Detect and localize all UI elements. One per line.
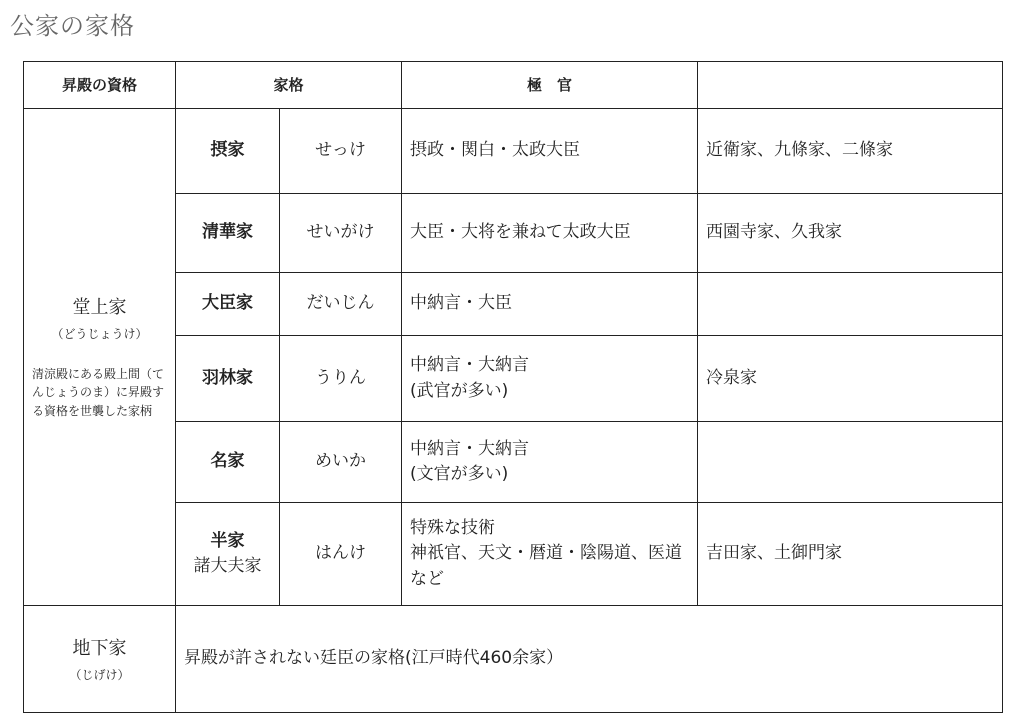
page-title: 公家の家格 bbox=[10, 12, 135, 40]
kakaku-name-cell bbox=[176, 194, 280, 273]
kakaku-table bbox=[23, 61, 1003, 713]
examples-cell bbox=[698, 273, 1003, 336]
kyokukan-line: (武官が多い) bbox=[410, 380, 509, 401]
kakaku-name: 羽林家 bbox=[202, 367, 253, 388]
header-row bbox=[24, 62, 1003, 109]
kakaku-name-cell bbox=[176, 109, 280, 194]
kyokukan-line: 中納言・大臣 bbox=[410, 293, 513, 314]
header-qualification: 昇殿の資格 bbox=[24, 62, 176, 109]
header-examples bbox=[698, 62, 1003, 109]
kakaku-reading: めいか bbox=[280, 422, 402, 503]
table-row bbox=[24, 109, 1003, 194]
kyokukan-cell bbox=[402, 273, 698, 336]
kyokukan-cell bbox=[402, 336, 698, 422]
dojo-cell bbox=[24, 109, 176, 606]
kyokukan-line: 中納言・大納言 bbox=[410, 355, 530, 375]
kakaku-name: 摂家 bbox=[210, 140, 245, 161]
jige-reading: （じげけ） bbox=[69, 667, 130, 682]
kakaku-name-cell bbox=[176, 336, 280, 422]
kyokukan-line: 中納言・大納言 bbox=[410, 438, 530, 459]
kyokukan-cell bbox=[402, 194, 698, 273]
kyokukan-line: 摂政・関白・太政大臣 bbox=[410, 140, 581, 161]
kakaku-name: 半家 bbox=[210, 530, 245, 551]
kyokukan-line: 大臣・大将を兼ねて太政大臣 bbox=[410, 222, 631, 243]
jige-row bbox=[24, 606, 1003, 713]
jige-cell bbox=[24, 606, 176, 713]
header-kakaku: 家格 bbox=[176, 62, 402, 109]
examples-cell bbox=[698, 422, 1003, 503]
kakaku-name-cell bbox=[176, 273, 280, 336]
dojo-name: 堂上家 bbox=[72, 296, 127, 318]
kyokukan-line: 神祇官、天文・暦道・陰陽道、医道 bbox=[410, 543, 683, 564]
header-kyokukan: 極 官 bbox=[402, 62, 698, 109]
kakaku-name-sub: 諸大夫家 bbox=[193, 556, 262, 576]
dojo-note: 清涼殿にある殿上間（てんじょうのま）に昇殿する資格を世襲した家柄 bbox=[32, 366, 165, 418]
kyokukan-line: 特殊な技術 bbox=[410, 517, 496, 538]
kyokukan-line: など bbox=[410, 568, 445, 589]
kyokukan-line: (文官が多い) bbox=[410, 464, 509, 484]
kakaku-reading: だいじん bbox=[280, 273, 402, 336]
kakaku-name: 清華家 bbox=[202, 222, 253, 243]
kakaku-name: 大臣家 bbox=[202, 293, 253, 314]
kakaku-name-cell bbox=[176, 422, 280, 503]
kakaku-reading: うりん bbox=[280, 336, 402, 422]
kyokukan-cell bbox=[402, 422, 698, 503]
kyokukan-cell bbox=[402, 109, 698, 194]
dojo-reading: （どうじょうけ） bbox=[51, 326, 148, 341]
examples-cell: 吉田家、土御門家 bbox=[698, 503, 1003, 606]
kakaku-reading: せいがけ bbox=[280, 194, 402, 273]
examples-cell: 近衛家、九條家、二條家 bbox=[698, 109, 1003, 194]
kyokukan-cell bbox=[402, 503, 698, 606]
jige-description: 昇殿が許されない廷臣の家格(江戸時代460余家） bbox=[176, 606, 1003, 713]
examples-cell: 冷泉家 bbox=[698, 336, 1003, 422]
kakaku-name-cell bbox=[176, 503, 280, 606]
kakaku-reading: はんけ bbox=[280, 503, 402, 606]
kakaku-name: 名家 bbox=[210, 451, 245, 472]
jige-name: 地下家 bbox=[72, 637, 127, 659]
kakaku-reading: せっけ bbox=[280, 109, 402, 194]
examples-cell: 西園寺家、久我家 bbox=[698, 194, 1003, 273]
